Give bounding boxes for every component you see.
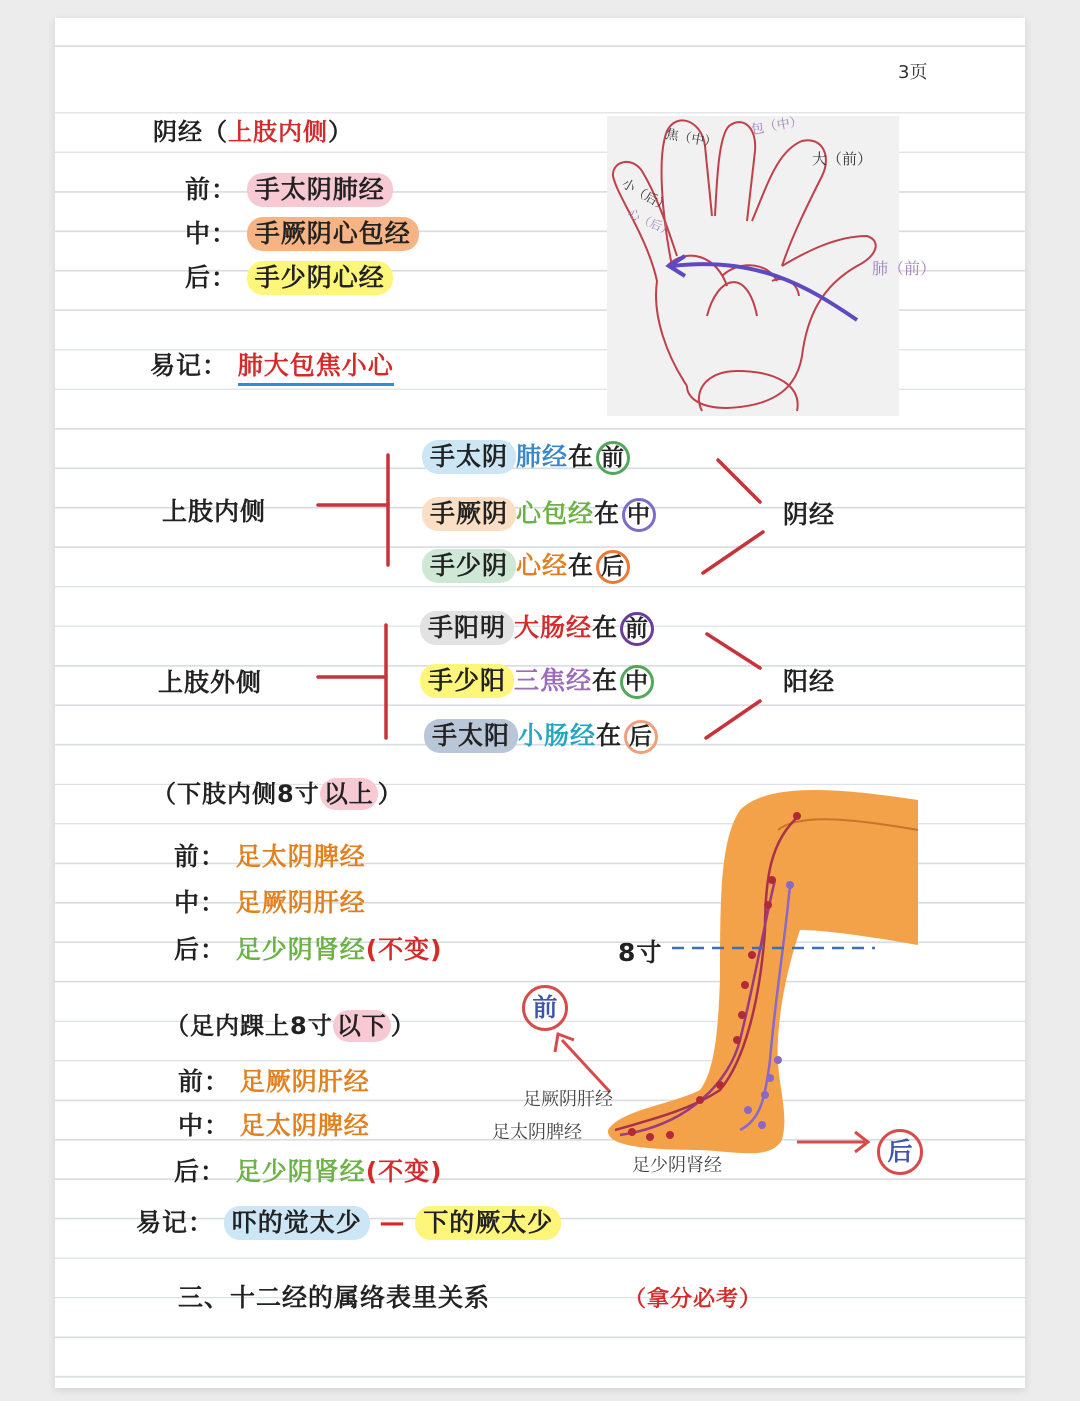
front-circle: 前 [522, 985, 568, 1031]
section3-title: 三、十二经的属络表里关系 [178, 1283, 491, 1312]
mnemonic-part2: 下的厥太少 [415, 1206, 561, 1240]
pos-label: 中： [174, 888, 227, 917]
yin-group-name: 阴经 [783, 500, 836, 529]
row-prefix: 手太阴 [422, 440, 516, 474]
mnemonic-part1: 吓的觉太少 [224, 1206, 370, 1240]
mnemonic-label: 易记： [136, 1208, 215, 1237]
row-pos-circle: 中 [622, 498, 656, 532]
meridian-name: 手厥阴心包经 [247, 217, 419, 251]
pos-label: 前： [185, 175, 238, 204]
meridian-name: 足少阴肾经 [235, 935, 366, 964]
meridian-note: (不变) [365, 935, 443, 964]
row-organ: 小肠经 [518, 721, 597, 750]
meridian-name: 足太阴脾经 [239, 1111, 370, 1140]
row-organ: 大肠经 [514, 613, 593, 642]
hand-label-xiao: 小（后） [619, 176, 672, 216]
row-at: 在 [596, 721, 623, 750]
page-number: 3页 [898, 62, 928, 83]
title-hl: 以下 [333, 1010, 391, 1042]
title-hl: 以上 [320, 778, 378, 810]
hand-label-jiao: 焦（中） [664, 127, 719, 151]
row-prefix: 手少阴 [422, 549, 516, 583]
row-at: 在 [568, 551, 595, 580]
meridian-name: 足少阴肾经 [235, 1157, 366, 1186]
cun-label: 8寸 [618, 938, 663, 967]
mnemonic-dash: — [379, 1208, 406, 1237]
pos-label: 后： [174, 935, 227, 964]
row-prefix: 手厥阴 [422, 497, 516, 531]
pos-label: 中： [185, 219, 238, 248]
row-pos-circle: 前 [620, 612, 654, 646]
row-pos-circle: 前 [596, 441, 630, 475]
leg-label-kidney: 足少阴肾经 [632, 1155, 722, 1176]
row-pos-circle: 后 [596, 550, 630, 584]
title-prefix: 阴经（ [153, 118, 228, 146]
title-red: 上肢内侧 [228, 118, 328, 146]
meridian-name: 手太阴肺经 [247, 173, 393, 207]
mnemonic-label: 易记： [150, 351, 229, 380]
pos-label: 前： [178, 1067, 231, 1096]
row-prefix: 手少阳 [420, 664, 514, 698]
row-pos-circle: 后 [624, 720, 658, 754]
meridian-name: 足太阴脾经 [235, 842, 366, 871]
pos-label: 后： [185, 263, 238, 292]
meridian-note: (不变) [365, 1157, 443, 1186]
row-organ: 心包经 [516, 499, 595, 528]
row-organ: 三焦经 [514, 666, 593, 695]
row-at: 在 [592, 666, 619, 695]
pos-label: 中： [178, 1111, 231, 1140]
row-at: 在 [592, 613, 619, 642]
row-organ: 肺经 [516, 442, 569, 471]
pos-label: 前： [174, 842, 227, 871]
title-suffix: ） [328, 118, 353, 146]
mnemonic-2 [136, 1203, 561, 1239]
yang-group-name: 阳经 [783, 667, 836, 696]
title-prefix: （足内踝上8寸 [165, 1012, 333, 1040]
title-suffix: ） [390, 1012, 416, 1040]
back-circle: 后 [877, 1129, 923, 1175]
row-organ: 心经 [516, 551, 569, 580]
row-prefix: 手太阳 [424, 719, 518, 753]
title-prefix: （下肢内侧8寸 [152, 780, 320, 808]
inner-group-label: 上肢内侧 [162, 497, 267, 526]
hand-label-da: 大（前） [812, 150, 873, 168]
hand-label-bao: 包（中） [750, 114, 804, 138]
meridian-name: 足厥阴肝经 [239, 1067, 370, 1096]
hand-label-xin: 心（后） [625, 206, 676, 240]
meridian-name: 足厥阴肝经 [235, 888, 366, 917]
section3-note: （拿分必考） [624, 1287, 763, 1312]
pos-label: 后： [174, 1157, 227, 1186]
hand-label-fei: 肺（前） [872, 259, 937, 278]
mnemonic-text: 肺大包焦小心 [238, 351, 394, 386]
leg-label-spleen: 足太阴脾经 [492, 1122, 582, 1143]
row-prefix: 手阳明 [420, 611, 514, 645]
title-suffix: ） [377, 780, 403, 808]
row-at: 在 [568, 442, 595, 471]
leg-label-liver: 足厥阴肝经 [523, 1089, 613, 1110]
meridian-name: 手少阴心经 [247, 261, 393, 295]
row-at: 在 [594, 499, 621, 528]
row-pos-circle: 中 [620, 665, 654, 699]
outer-group-label: 上肢外侧 [158, 668, 263, 697]
